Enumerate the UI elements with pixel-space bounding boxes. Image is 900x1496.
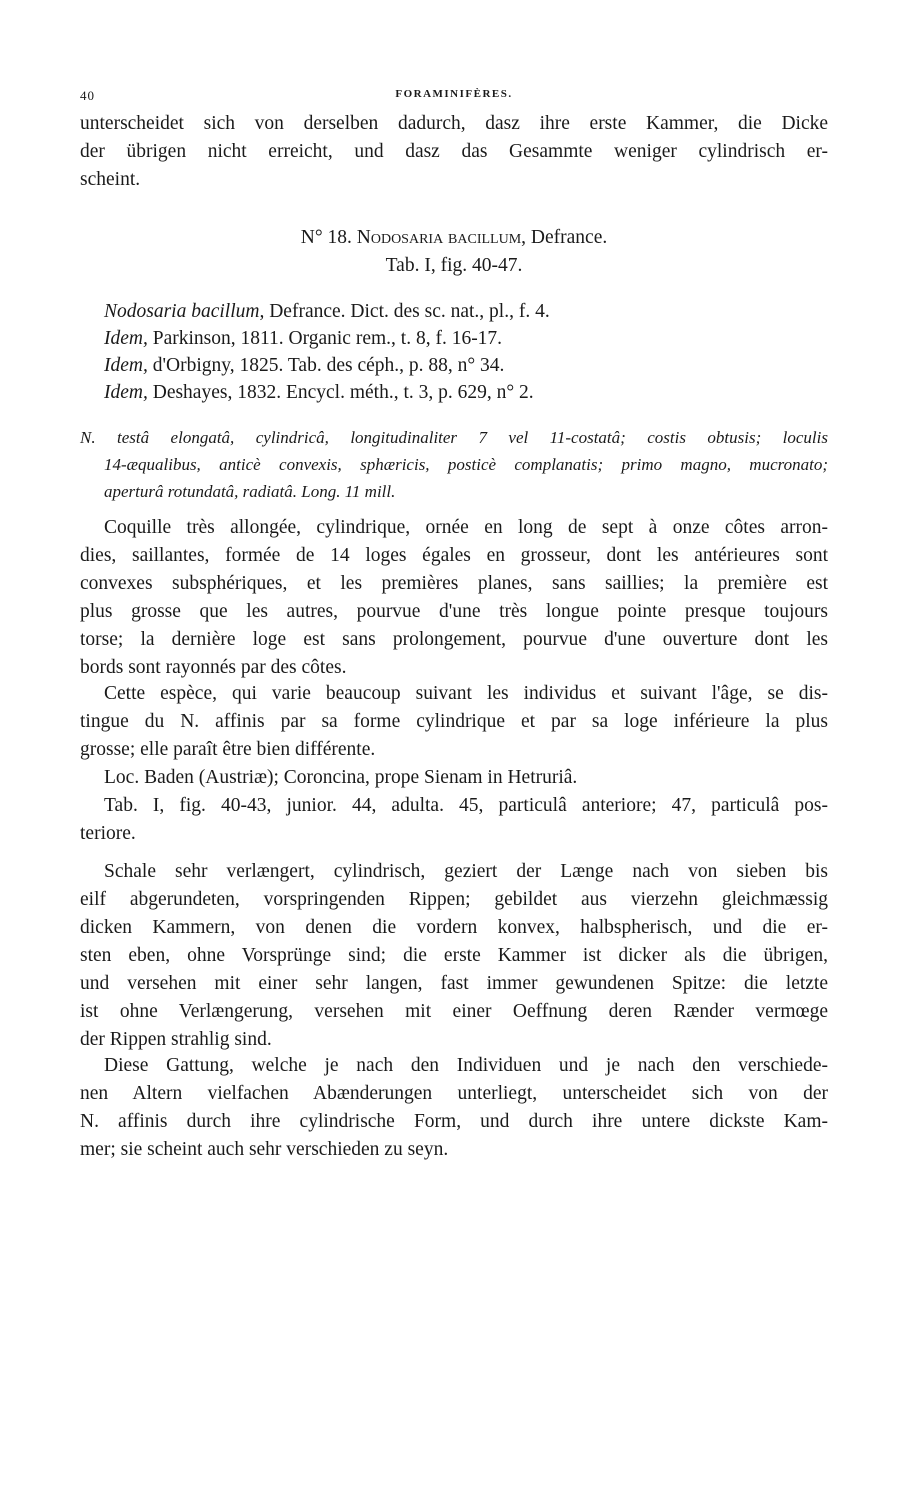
text-line: 14-æqualibus, anticè convexis, sphæricis, posticè complanatis; primo magno, mucronato; <box>104 455 828 474</box>
locality <box>80 764 828 792</box>
intro-paragraph <box>80 110 828 194</box>
species-name: Nodosaria bacillum, <box>356 227 527 248</box>
french-description <box>80 514 828 682</box>
synonymy-item: Idem, Parkinson, 1811. Organic rem., t. 8, f. 16-17. <box>104 328 503 349</box>
text-line: und versehen mit einer sehr langen, fast immer gewundenen Spitze: die letzte <box>80 973 828 994</box>
french-remarks <box>80 680 828 764</box>
text-line: N. testâ elongatâ, cylindricâ, longitudinaliter 7 vel 11-costatâ; costis obtusis; loculis <box>80 428 828 447</box>
text-line: unterscheidet sich von derselben dadurch, dasz ihre erste Kammer, die Dicke <box>80 113 828 134</box>
text-line: aperturâ rotundatâ, radiatâ. Long. 11 mill. <box>104 482 396 501</box>
text-line: plus grosse que les autres, pourvue d'une très longue pointe presque toujours <box>80 601 828 622</box>
text-line: dies, saillantes, formée de 14 loges égales en grosseur, dont les antérieures sont <box>80 545 828 566</box>
species-heading <box>80 224 828 252</box>
text-line: sten eben, ohne Vorsprünge sind; die erste Kammer ist dicker als die übrigen, <box>80 945 828 966</box>
synonymy-item: Idem, d'Orbigny, 1825. Tab. des céph., p. 88, n° 34. <box>104 355 505 376</box>
text-line: convexes subsphériques, et les premières planes, sans saillies; la première est <box>80 573 828 594</box>
synonymy-list <box>104 298 828 406</box>
text-line: Cette espèce, qui varie beaucoup suivant les individus et suivant l'âge, se dis- <box>104 683 828 704</box>
text-line: Diese Gattung, welche je nach den Individuen und je nach den verschiede- <box>104 1055 828 1076</box>
synonymy-item: Nodosaria bacillum, Defrance. Dict. des sc. nat., pl., f. 4. <box>104 301 550 322</box>
german-remarks <box>80 1052 828 1164</box>
text-line: der übrigen nicht erreicht, und dasz das Gesammte weniger cylindrisch er- <box>80 141 828 162</box>
entry-number: N° 18. <box>300 227 352 248</box>
figure-explanation <box>80 792 828 848</box>
text-line: tingue du N. affinis par sa forme cylindrique et par sa loge inférieure la plus <box>80 711 828 732</box>
text-line: scheint. <box>80 169 141 190</box>
text-line: nen Altern vielfachen Abænderungen unterliegt, unterscheidet sich von der <box>80 1083 828 1104</box>
page-header <box>80 88 828 108</box>
text-line: Coquille très allongée, cylindrique, ornée en long de sept à onze côtes arron- <box>104 517 828 538</box>
text-line: grosse; elle paraît être bien différente. <box>80 739 376 760</box>
german-description <box>80 858 828 1054</box>
text-line: bords sont rayonnés par des côtes. <box>80 657 347 678</box>
species-author: Defrance. <box>530 227 608 248</box>
running-head: FORAMINIFÈRES. <box>395 88 513 100</box>
text-line: ist ohne Verlængerung, versehen mit einer Oeffnung deren Rænder vermœge <box>80 1001 828 1022</box>
text-line: Tab. I, fig. 40-43, junior. 44, adulta. 45, particulâ anteriore; 47, particulâ pos- <box>104 795 828 816</box>
text-line: mer; sie scheint auch sehr verschieden zu seyn. <box>80 1139 449 1160</box>
text-line: teriore. <box>80 823 136 844</box>
latin-diagnosis <box>80 424 828 505</box>
text-line: Schale sehr verlængert, cylindrisch, geziert der Længe nach von sieben bis <box>104 861 828 882</box>
text-line: N. affinis durch ihre cylindrische Form, und durch ihre untere dickste Kam- <box>80 1111 828 1132</box>
text-line: eilf abgerundeten, vorspringenden Rippen; gebildet aus vierzehn gleichmæssig <box>80 889 828 910</box>
synonymy-item: Idem, Deshayes, 1832. Encycl. méth., t. 3, p. 629, n° 2. <box>104 382 534 403</box>
text-line: dicken Kammern, von denen die vordern konvex, halbspherisch, und die er- <box>80 917 828 938</box>
text-line: Loc. Baden (Austriæ); Coroncina, prope Sienam in Hetruriâ. <box>104 767 578 788</box>
text-line: der Rippen strahlig sind. <box>80 1029 272 1050</box>
plate-reference: Tab. I, fig. 40-47. <box>385 255 523 276</box>
text-line: torse; la dernière loge est sans prolongement, pourvue d'une ouverture dont les <box>80 629 828 650</box>
page-number: 40 <box>80 88 95 103</box>
